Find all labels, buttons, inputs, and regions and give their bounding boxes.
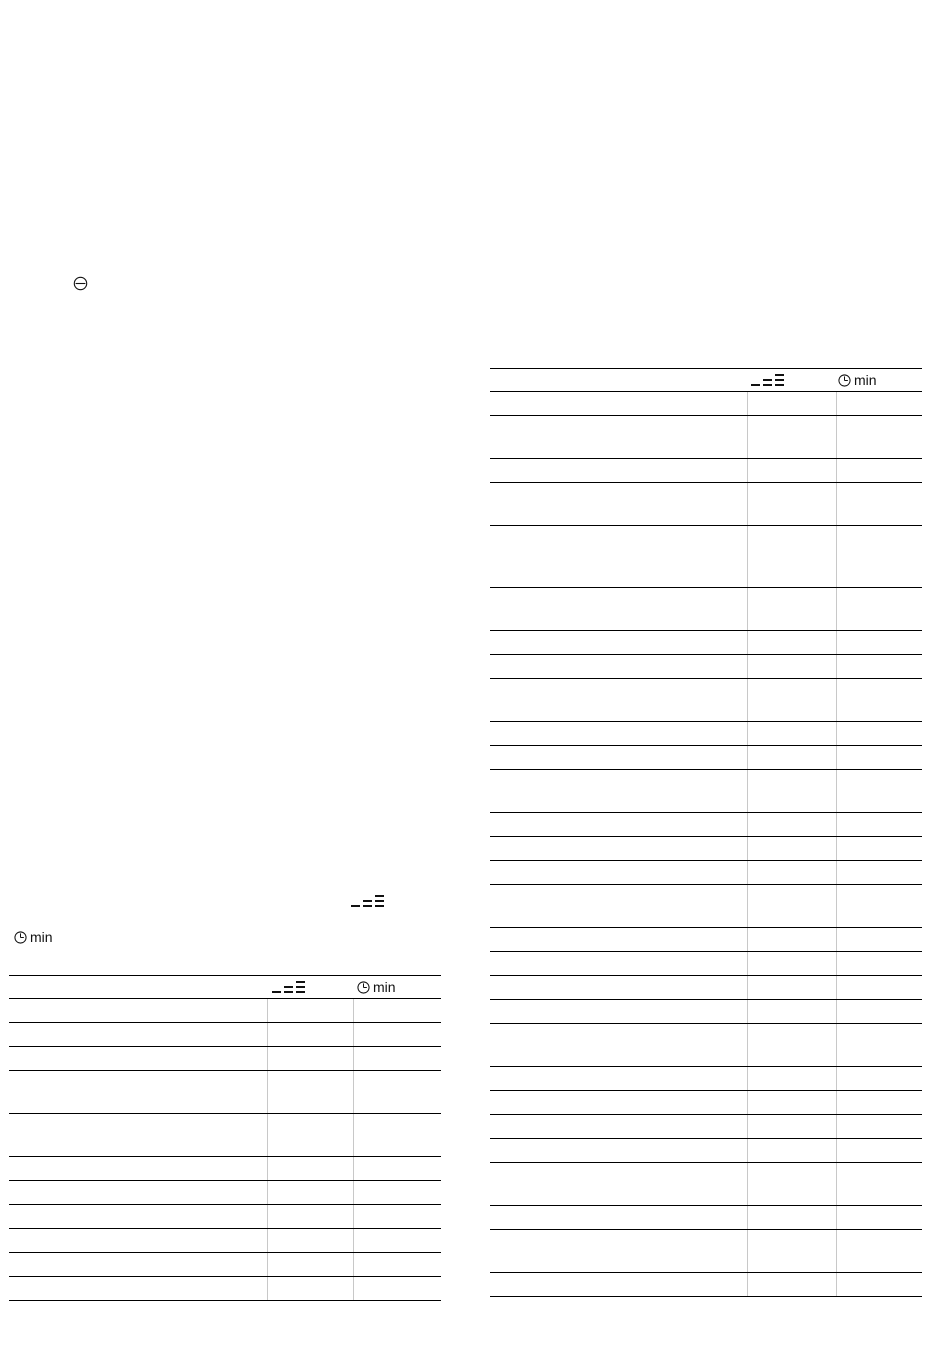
column-divider [747,885,748,927]
table-row [490,722,922,746]
column-divider [267,1205,268,1228]
column-divider [836,885,837,927]
power-level-icon [350,893,386,909]
table-row [490,483,922,526]
time-unit-label: min [854,372,877,388]
legend-time [14,929,53,945]
column-divider [353,1205,354,1228]
column-divider [836,837,837,860]
cooking-table-right [490,368,922,1297]
table-row [490,631,922,655]
column-divider [836,952,837,975]
column-divider [747,813,748,836]
column-divider [267,1023,268,1046]
clock-icon [357,981,370,994]
table-row [490,1230,922,1273]
table-row [9,1047,441,1071]
table-body [9,999,441,1301]
table-row [490,1067,922,1091]
minus-circle-icon [73,276,88,291]
column-divider [836,1163,837,1205]
column-divider [747,679,748,721]
table-row [490,976,922,1000]
power-level-icon [271,979,307,995]
column-divider [267,1277,268,1300]
column-divider [747,1000,748,1023]
column-divider [836,655,837,678]
column-divider [747,837,748,860]
column-divider [836,483,837,525]
column-divider [747,655,748,678]
column-divider [836,526,837,587]
column-divider [353,1157,354,1180]
column-divider [747,1024,748,1066]
table-header [490,369,922,392]
column-divider [747,976,748,999]
table-row [9,1023,441,1047]
column-divider [353,1229,354,1252]
clock-icon [838,374,851,387]
table-row [9,1157,441,1181]
column-divider [747,1091,748,1114]
column-divider [836,1067,837,1090]
column-divider [836,1139,837,1162]
header-time [357,979,396,995]
table-row [490,416,922,459]
table-row [490,459,922,483]
table-row [9,1253,441,1277]
column-divider [836,392,837,415]
column-divider [836,722,837,745]
column-divider [747,952,748,975]
column-divider [747,483,748,525]
table-row [490,746,922,770]
column-divider [747,588,748,630]
table-row [490,770,922,813]
column-divider [836,1115,837,1138]
table-row [490,952,922,976]
column-divider [836,976,837,999]
column-divider [747,928,748,951]
table-header [9,976,441,999]
column-divider [836,588,837,630]
column-divider [836,1230,837,1272]
column-divider [353,1277,354,1300]
column-divider [353,1071,354,1113]
column-divider [747,1163,748,1205]
table-row [490,1024,922,1067]
column-divider [836,770,837,812]
column-divider [747,526,748,587]
column-divider [836,679,837,721]
table-row [490,392,922,416]
column-divider [267,1157,268,1180]
table-row [490,1273,922,1297]
column-divider [267,1071,268,1113]
column-divider [836,631,837,654]
table-row [490,928,922,952]
table-row [9,1071,441,1114]
column-divider [747,722,748,745]
table-row [9,999,441,1023]
header-level [750,372,786,388]
table-row [490,1091,922,1115]
table-row [9,1205,441,1229]
column-divider [836,813,837,836]
table-row [490,655,922,679]
column-divider [747,1206,748,1229]
column-divider [747,746,748,769]
column-divider [836,928,837,951]
table-row [490,813,922,837]
column-divider [353,1181,354,1204]
column-divider [267,1181,268,1204]
table-row [490,1000,922,1024]
column-divider [747,1067,748,1090]
column-divider [836,746,837,769]
column-divider [267,1114,268,1156]
column-divider [836,1206,837,1229]
column-divider [836,416,837,458]
column-divider [353,1047,354,1070]
table-row [490,1139,922,1163]
column-divider [836,1273,837,1296]
column-divider [747,1139,748,1162]
table-row [490,861,922,885]
column-divider [836,1091,837,1114]
column-divider [747,1115,748,1138]
header-level [271,979,307,995]
column-divider [267,1253,268,1276]
column-divider [747,459,748,482]
column-divider [747,770,748,812]
column-divider [353,999,354,1022]
time-unit-label: min [373,979,396,995]
column-divider [836,1000,837,1023]
header-time [838,372,877,388]
table-body [490,392,922,1297]
column-divider [353,1023,354,1046]
column-divider [747,1230,748,1272]
column-divider [747,631,748,654]
table-row [9,1114,441,1157]
table-row [9,1229,441,1253]
table-row [490,1163,922,1206]
column-divider [836,459,837,482]
column-divider [267,1229,268,1252]
clock-icon [14,931,27,944]
column-divider [267,999,268,1022]
time-unit-label: min [30,929,53,945]
table-row [490,837,922,861]
table-row [490,885,922,928]
table-row [9,1181,441,1205]
table-row [490,679,922,722]
column-divider [353,1114,354,1156]
column-divider [353,1253,354,1276]
column-divider [836,861,837,884]
column-divider [836,1024,837,1066]
power-level-icon [750,372,786,388]
table-row [490,1115,922,1139]
cooking-table-left [9,975,441,1301]
table-row [490,526,922,588]
column-divider [747,392,748,415]
table-row [9,1277,441,1301]
column-divider [747,861,748,884]
table-row [490,588,922,631]
column-divider [747,416,748,458]
column-divider [747,1273,748,1296]
table-row [490,1206,922,1230]
column-divider [267,1047,268,1070]
